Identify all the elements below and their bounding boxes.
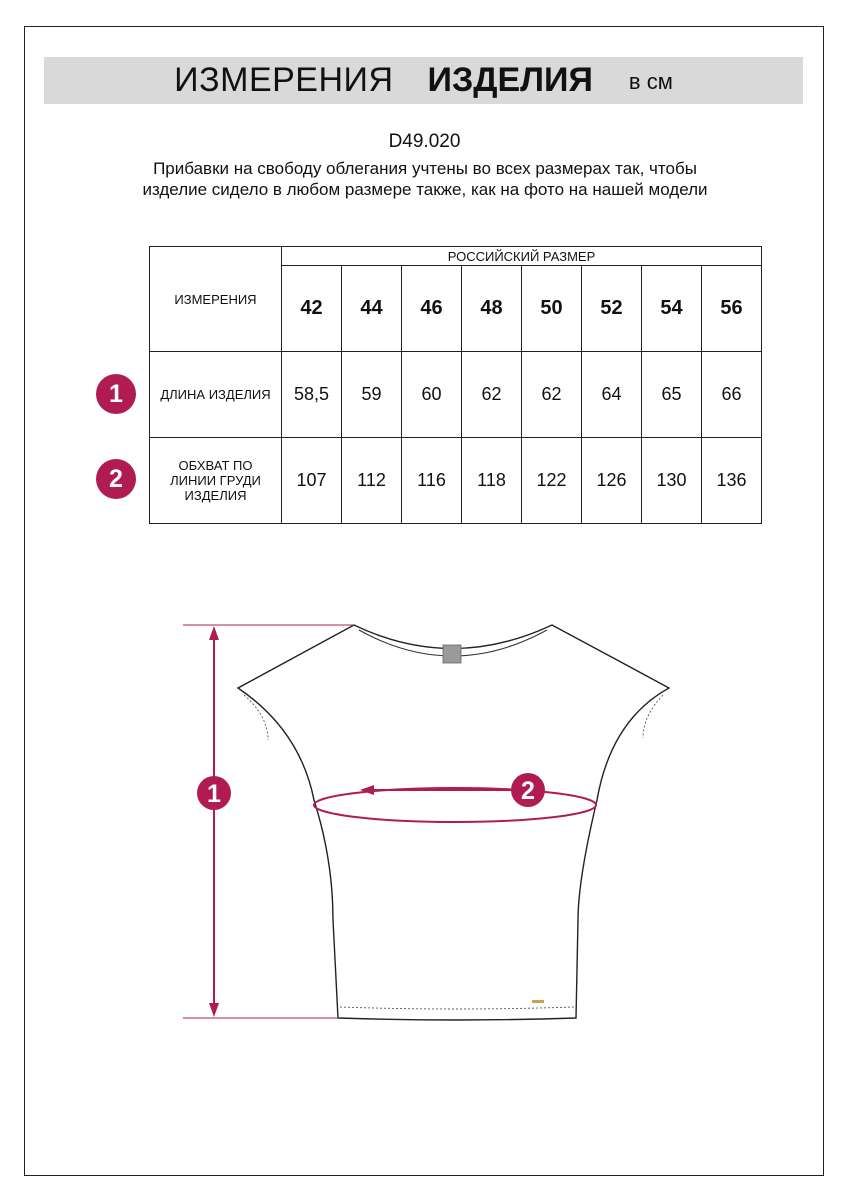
title-unit: в см	[628, 68, 673, 94]
table-cell: 60	[402, 352, 462, 438]
length-arrowhead-top	[209, 626, 219, 640]
size-cell: 52	[582, 266, 642, 352]
table-cell: 112	[342, 438, 402, 524]
table-cell: 126	[582, 438, 642, 524]
size-cell: 42	[282, 266, 342, 352]
table-cell: 64	[582, 352, 642, 438]
chest-marker-badge: 2	[96, 459, 136, 499]
length-diagram-number: 1	[207, 780, 221, 808]
size-cell: 54	[642, 266, 702, 352]
table-cell: 130	[642, 438, 702, 524]
table-cell: 107	[282, 438, 342, 524]
chest-diagram-number: 2	[521, 777, 535, 805]
table-cell: 62	[462, 352, 522, 438]
russian-size-heading: РОССИЙСКИЙ РАЗМЕР	[282, 247, 762, 266]
table-cell: 118	[462, 438, 522, 524]
title-garment: ИЗДЕЛИЯ	[427, 61, 593, 99]
size-cell: 46	[402, 266, 462, 352]
table-cell: 116	[402, 438, 462, 524]
table-cell: 66	[702, 352, 762, 438]
table-cell: 136	[702, 438, 762, 524]
table-cell: 58,5	[282, 352, 342, 438]
hem-logo-mark	[532, 1000, 544, 1003]
size-cell: 48	[462, 266, 522, 352]
size-cell: 56	[702, 266, 762, 352]
fit-note: Прибавки на свободу облегания учтены во всех размерах так, чтобы изделие сидело в любом размере также, как на фото на нашей модели	[142, 159, 708, 199]
table-cell: 122	[522, 438, 582, 524]
neck-label-tag	[443, 645, 461, 663]
length-arrowhead-bottom	[209, 1003, 219, 1017]
size-cell: 44	[342, 266, 402, 352]
model-code: D49.020	[388, 131, 461, 152]
table-cell: 65	[642, 352, 702, 438]
row-label-chest: ОБХВАТ ПО ЛИНИИ ГРУДИ ИЗДЕЛИЯ	[150, 438, 282, 524]
size-cell: 50	[522, 266, 582, 352]
row-label-length: ДЛИНА ИЗДЕЛИЯ	[150, 352, 282, 438]
corner-label: ИЗМЕРЕНИЯ	[150, 247, 282, 352]
table-cell: 62	[522, 352, 582, 438]
table-cell: 59	[342, 352, 402, 438]
length-marker-badge: 1	[96, 374, 136, 414]
title-measurements: ИЗМЕРЕНИЯ	[174, 61, 394, 99]
